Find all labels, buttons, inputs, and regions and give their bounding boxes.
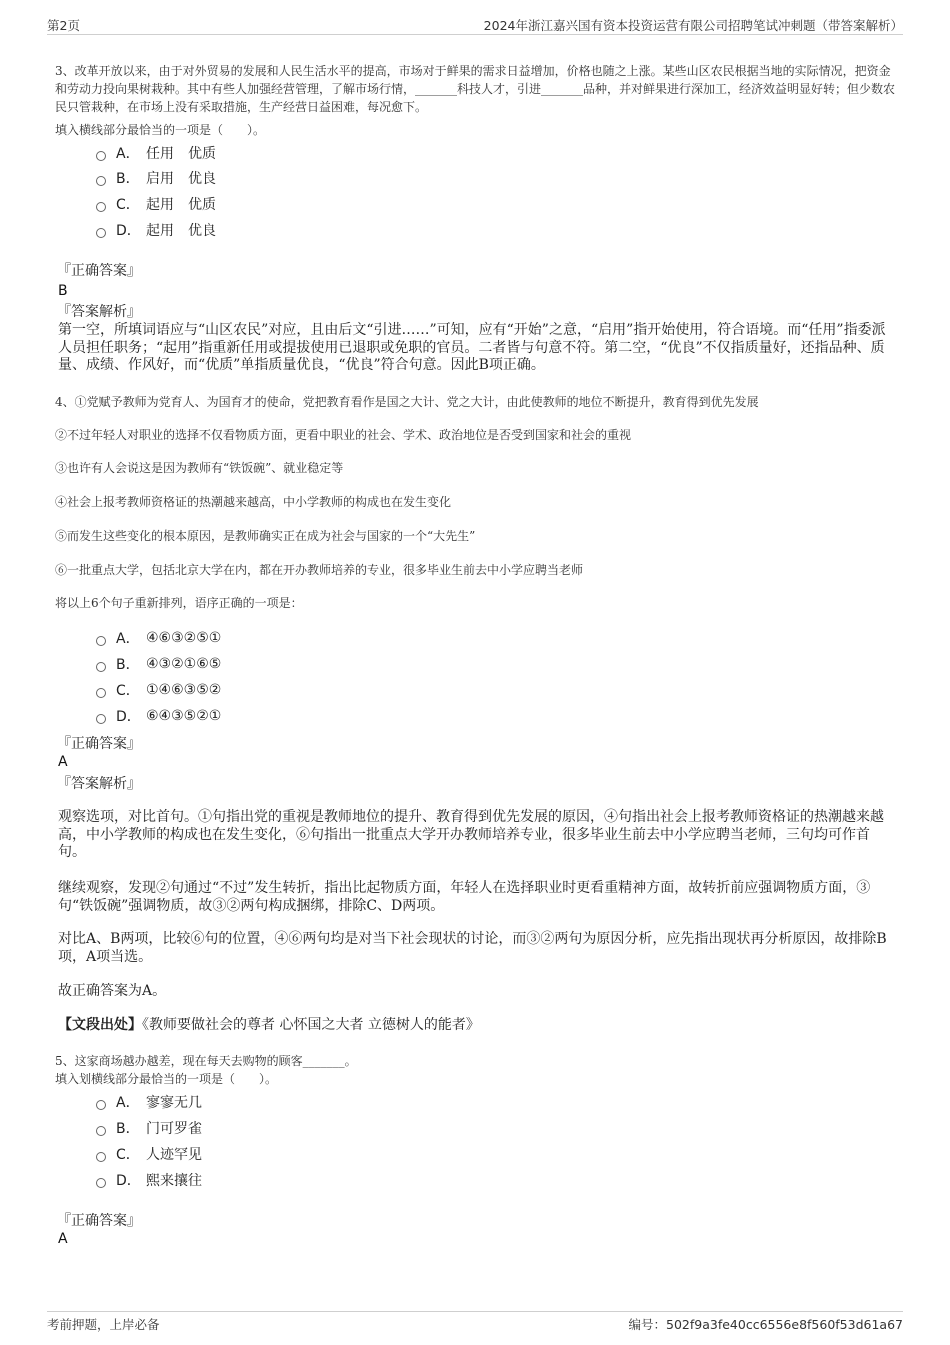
q3-analysis-label: 『答案解析』 — [57, 304, 141, 320]
q4-statement-3: ③也许有人会说这是因为教师有“铁饭碗”、就业稳定等 — [55, 461, 344, 475]
radio-button-icon[interactable] — [96, 1178, 106, 1188]
q4-statement-5: ⑤而发生这些变化的根本原因，是教师确实正在成为社会与国家的一个“大先生” — [55, 529, 476, 543]
radio-button-icon[interactable] — [96, 662, 106, 672]
q3-analysis: 第一空，所填词语应与“山区农民”对应，且由后文“引进……”可知，应有“开始”之意，“启用”指开始使用，符合语境。而“任用”指委派人员担任职务；“起用”指重新任用或提拔使用已退职或免职的官员。二者皆与句意不符。第二空，“优良”不仅指质量好，还指品种、质量、成绩、作风好，而“优质”单指质量优良，“优良”符合句意。因此B项正确。 — [58, 322, 886, 373]
q4-answer-label: 『正确答案』 — [57, 736, 141, 752]
source-label: 【文段出处】 — [58, 1017, 142, 1033]
q5-prompt: 填入划横线部分最恰当的一项是（ ）。 — [55, 1072, 278, 1086]
q3-stem: 3、改革开放以来，由于对外贸易的发展和人民生活水平的提高，市场对于鲜果的需求日益增加，价格也随之上涨。某些山区农民根据当地的实际情况，把资金和劳动力投向果树栽种。其中有些人加强经营管理，了解市场行情，_______科技人才，引进_______品种，并对鲜果进行深加工，经济效益明显好转；但少数农民只管栽种，在市场上没有采取措施，生产经营日益困难，每况愈下。 — [55, 64, 896, 114]
radio-button-icon[interactable] — [96, 1152, 106, 1162]
document-title: 2024年浙江嘉兴国有资本投资运营有限公司招聘笔试冲刺题（带答案解析） — [483, 18, 903, 33]
q4-analysis-label: 『答案解析』 — [57, 776, 141, 792]
radio-button-icon[interactable] — [96, 636, 106, 646]
q4-analysis-para-1: 观察选项，对比首句。①句指出党的重视是教师地位的提升、教育得到优先发展的原因，④句指出社会上报考教师资格证的热潮越来越高，中小学教师的构成也在发生变化，⑥句指出一批重点大学开办教师培养专业，很多毕业生前去中小学应聘当老师，三句均可作首句。 — [58, 809, 884, 860]
page-footer — [47, 1311, 903, 1336]
radio-button-icon[interactable] — [96, 228, 106, 238]
q4-prompt: 将以上6个句子重新排列，语序正确的一项是： — [55, 596, 303, 610]
q5-option-a[interactable]: A． 寥寥无几 — [96, 1092, 202, 1112]
q4-analysis-para-2: 继续观察，发现②句通过“不过”发生转折，指出比起物质方面，年轻人在选择职业时更看重精神方面，故转折前应强调物质方面，③句“铁饭碗”强调物质，故③②两句构成捆绑，排除C、D两项。 — [58, 880, 871, 914]
q4-statement-2: ②不过年轻人对职业的选择不仅看物质方面，更看中职业的社会、学术、政治地位是否受到国家和社会的重视 — [55, 428, 632, 442]
q4-analysis-para-3: 对比A、B两项，比较⑥句的位置，④⑥两句均是对当下社会现状的讨论，而③②两句为原因分析，应先指出现状再分析原因，故排除B项，A项当选。 — [58, 931, 887, 965]
q3-answer: B — [58, 283, 68, 299]
q5-answer-label: 『正确答案』 — [57, 1213, 141, 1229]
q4-option-c[interactable]: C． ①④⑥③⑤② — [96, 680, 221, 700]
q4-option-a[interactable]: A． ④⑥③②⑤① — [96, 628, 221, 648]
page-number: 第2页 — [47, 18, 80, 33]
q3-option-a[interactable]: A． 任用 优质 — [96, 143, 216, 163]
page-header — [47, 14, 903, 35]
q4-option-b[interactable]: B． ④③②①⑥⑤ — [96, 654, 221, 674]
q5-answer: A — [58, 1231, 68, 1247]
q5-option-d[interactable]: D． 熙来攘往 — [96, 1170, 202, 1190]
q3-option-c[interactable]: C． 起用 优质 — [96, 194, 216, 214]
q4-statement-1: 4、①党赋予教师为党育人、为国育才的使命，党把教育看作是国之大计、党之大计，由此使教师的地位不断提升，教育得到优先发展 — [55, 395, 759, 409]
radio-button-icon[interactable] — [96, 688, 106, 698]
q4-statement-4: ④社会上报考教师资格证的热潮越来越高，中小学教师的构成也在发生变化 — [55, 495, 452, 509]
radio-button-icon[interactable] — [96, 151, 106, 161]
q3-answer-label: 『正确答案』 — [57, 263, 141, 279]
radio-button-icon[interactable] — [96, 1100, 106, 1110]
q5-stem: 5、这家商场越办越差，现在每天去购物的顾客_______。 — [55, 1054, 357, 1068]
radio-button-icon[interactable] — [96, 176, 106, 186]
radio-button-icon[interactable] — [96, 202, 106, 212]
q4-option-d[interactable]: D． ⑥④③⑤②① — [96, 706, 221, 726]
q5-option-b[interactable]: B． 门可罗雀 — [96, 1118, 202, 1138]
q3-option-d[interactable]: D． 起用 优良 — [96, 220, 216, 240]
source-title: 《教师要做社会的尊者 心怀国之大者 立德树人的能者》 — [142, 1017, 480, 1033]
radio-button-icon[interactable] — [96, 1126, 106, 1136]
q4-statement-6: ⑥一批重点大学，包括北京大学在内，都在开办教师培养的专业，很多毕业生前去中小学应聘当老师 — [55, 563, 584, 577]
q4-answer: A — [58, 754, 68, 770]
q4-analysis-para-4: 故正确答案为A。 — [58, 983, 167, 999]
q4-source — [58, 1017, 888, 1035]
footer-slogan: 考前押题，上岸必备 — [47, 1317, 160, 1332]
q3-prompt: 填入横线部分最恰当的一项是（ ）。 — [55, 123, 266, 137]
radio-button-icon[interactable] — [96, 714, 106, 724]
document-id: 编号：502f9a3fe40cc6556e8f560f53d61a67 — [628, 1317, 903, 1332]
q3-option-b[interactable]: B． 启用 优良 — [96, 168, 216, 188]
q5-option-c[interactable]: C． 人迹罕见 — [96, 1144, 202, 1164]
